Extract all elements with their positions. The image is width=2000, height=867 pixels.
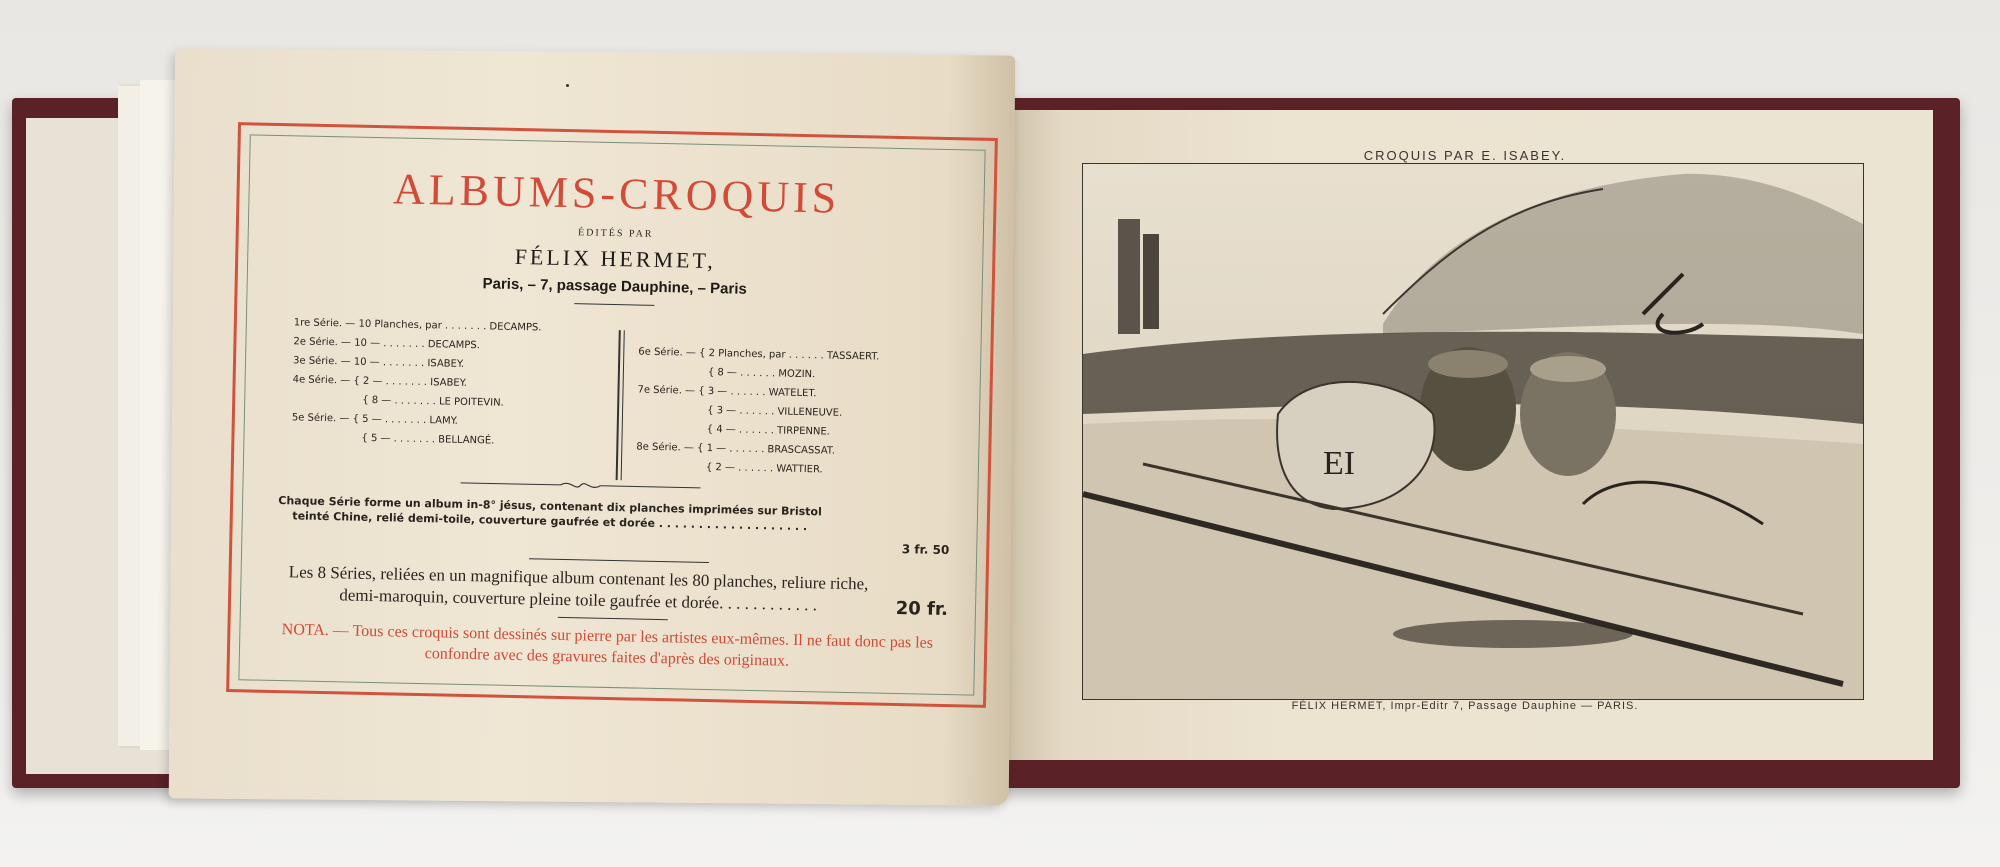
illustration-caption: CROQUIS PAR E. ISABEY.	[1363, 148, 1567, 163]
series-list-left	[291, 313, 541, 451]
series-price: 3 fr. 50	[901, 542, 950, 558]
series-item: 8e Série. — { 1 — . . . . . . BRASCASSAT.	[636, 441, 836, 457]
complete-set-price: 20 fr.	[895, 597, 949, 621]
publisher-name: FÉLIX HERMET,	[514, 243, 717, 274]
printer-imprint: FÉLIX HERMET, Impr-Editr 7, Passage Dauphine — PARIS.	[1291, 700, 1639, 712]
edited-by-label: ÉDITÉS PAR	[577, 227, 654, 240]
complete-set-description: Les 8 Séries, reliées en un magnifique album contenant les 80 planches, reliure riche, demi-maroquin, couverture pleine toile gaufrée et dorée. . . . . . . . . . . .	[288, 562, 869, 615]
series-item: 1re Série. — 10 Planches, par . . . . . . . DECAMPS.	[293, 317, 542, 334]
page-title: ALBUMS-CROQUIS	[392, 164, 841, 223]
sketch-drawing	[1083, 164, 1863, 699]
series-item: 5e Série. — { 5 — . . . . . . . LAMY.	[291, 412, 459, 427]
svg-text:EI: EI	[1323, 445, 1356, 482]
series-description: Chaque Série forme un album in-8° jésus, contenant dix planches imprimées sur Bristol teinté Chine, relié demi-toile, couverture gaufrée et dorée . . . . . . . . . . . . . . . . . . .	[278, 494, 822, 534]
post-shape	[1118, 219, 1140, 334]
series-list-right	[636, 343, 880, 481]
series-item: 6e Série. — { 2 Planches, par . . . . . . TASSAERT.	[638, 346, 880, 363]
lithograph-illustration	[1082, 163, 1864, 700]
barrel-right	[1520, 352, 1616, 476]
series-item: { 8 — . . . . . . MOZIN.	[707, 367, 816, 381]
series-item: { 5 — . . . . . . . BELLANGÉ.	[361, 432, 495, 447]
series-item: { 3 — . . . . . . VILLENEUVE.	[707, 404, 843, 419]
series-item: { 4 — . . . . . . TIRPENNE.	[706, 423, 831, 438]
series-item: { 2 — . . . . . . WATTIER.	[705, 461, 823, 476]
series-item: 3e Série. — 10 — . . . . . . . ISABEY.	[292, 355, 465, 370]
series-item: 4e Série. — { 2 — . . . . . . . ISABEY.	[292, 374, 468, 389]
publisher-address: Paris, – 7, passage Dauphine, – Paris	[482, 275, 747, 298]
series-item: 7e Série. — { 3 — . . . . . . WATELET.	[637, 384, 817, 400]
barrel-left	[1420, 347, 1516, 471]
advertisement-frame	[226, 122, 998, 708]
series-item: 2e Série. — 10 — . . . . . . . DECAMPS.	[293, 336, 480, 352]
page-hole	[566, 84, 569, 87]
series-item: { 8 — . . . . . . . LE POITEVIN.	[362, 394, 504, 409]
nota-text: NOTA. — Tous ces croquis sont dessinés sur pierre par les artistes eux-mêmes. Il ne faut donc pas les confondre avec des gravures faites d'après des originaux.	[281, 621, 934, 670]
